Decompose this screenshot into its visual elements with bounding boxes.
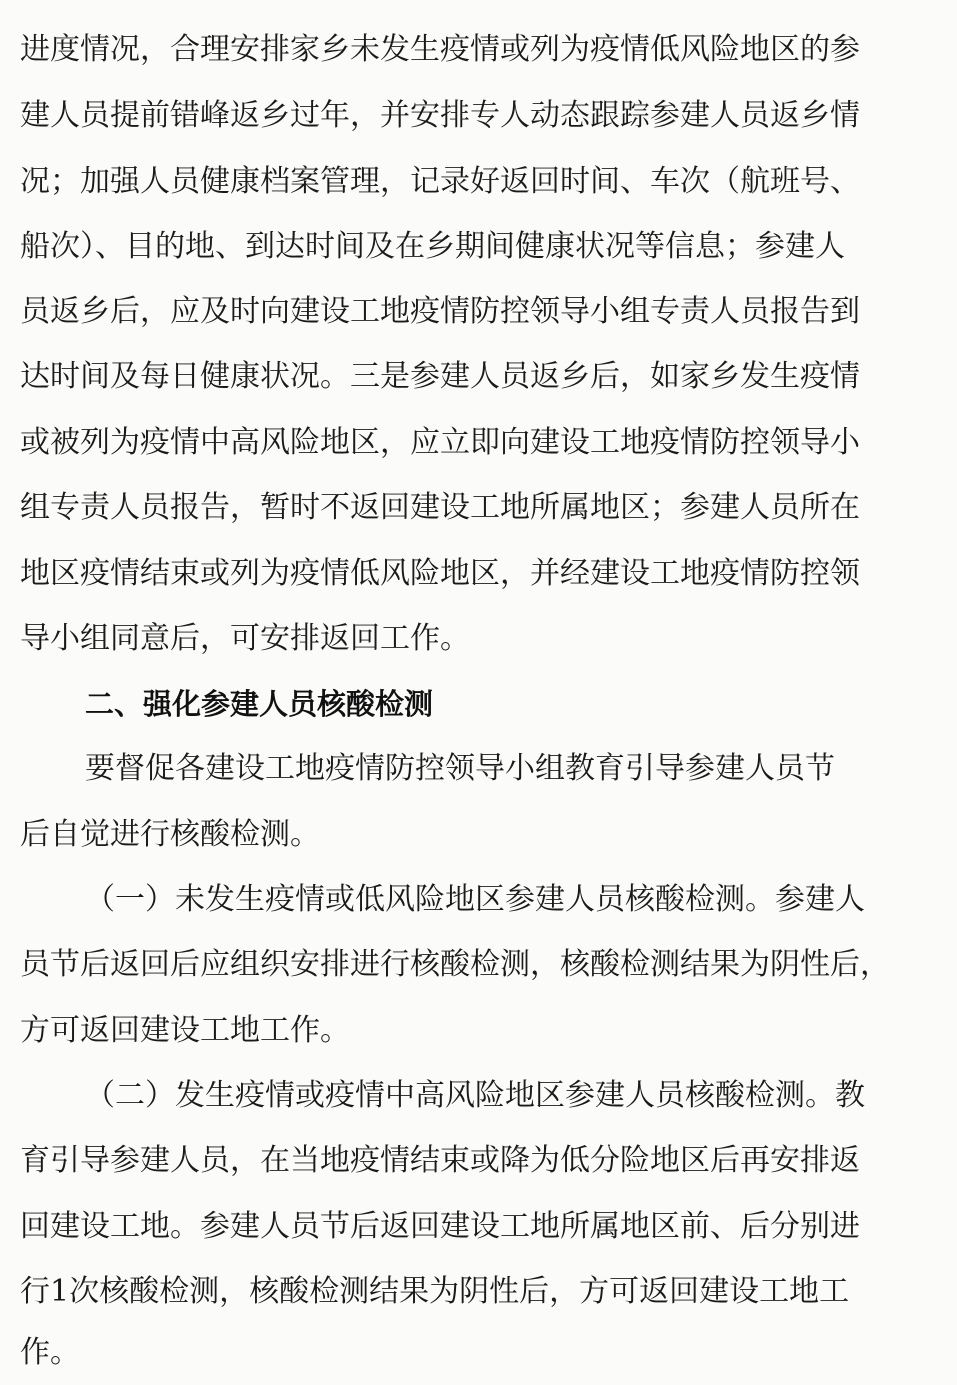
subsection-lead-line: （二）发生疫情或疫情中高风险地区参建人员核酸检测。教	[85, 1078, 865, 1113]
body-text-line: 要督促各建设工地疫情防控领导小组教育引导参建人员节	[85, 751, 835, 786]
body-text-line: 组专责人员报告，暂时不返回建设工地所属地区；参建人员所在	[20, 490, 860, 525]
body-text-line: 育引导参建人员，在当地疫情结束或降为低分险地区后再安排返	[20, 1143, 860, 1178]
body-text-line: 达时间及每日健康状况。三是参建人员返乡后，如家乡发生疫情	[20, 359, 860, 394]
body-text-line: 进度情况，合理安排家乡未发生疫情或列为疫情低风险地区的参	[20, 32, 860, 67]
body-text-line: 方可返回建设工地工作。	[20, 1013, 350, 1048]
section-heading: 二、强化参建人员核酸检测	[85, 687, 434, 721]
body-text-line: 作。	[20, 1335, 80, 1370]
body-text-line: 建人员提前错峰返乡过年，并安排专人动态跟踪参建人员返乡情	[20, 98, 860, 133]
body-text-line: 行1次核酸检测，核酸检测结果为阴性后，方可返回建设工地工	[20, 1274, 850, 1309]
body-text-line: 后自觉进行核酸检测。	[20, 817, 320, 852]
subsection-lead-line: （一）未发生疫情或低风险地区参建人员核酸检测。参建人	[85, 882, 865, 917]
body-text-line: 地区疫情结束或列为疫情低风险地区，并经建设工地疫情防控领	[20, 556, 860, 591]
body-text-line: 员返乡后，应及时向建设工地疫情防控领导小组专责人员报告到	[20, 294, 860, 329]
body-text-line: 况；加强人员健康档案管理，记录好返回时间、车次（航班号、	[20, 164, 860, 199]
body-text-line: 员节后返回后应组织安排进行核酸检测，核酸检测结果为阴性后，	[20, 947, 890, 982]
body-text-line: 导小组同意后，可安排返回工作。	[20, 621, 470, 656]
body-text-line: 回建设工地。参建人员节后返回建设工地所属地区前、后分别进	[20, 1209, 860, 1244]
body-text-line: 船次）、目的地、到达时间及在乡期间健康状况等信息；参建人	[20, 229, 845, 264]
body-text-line: 或被列为疫情中高风险地区，应立即向建设工地疫情防控领导小	[20, 425, 860, 460]
